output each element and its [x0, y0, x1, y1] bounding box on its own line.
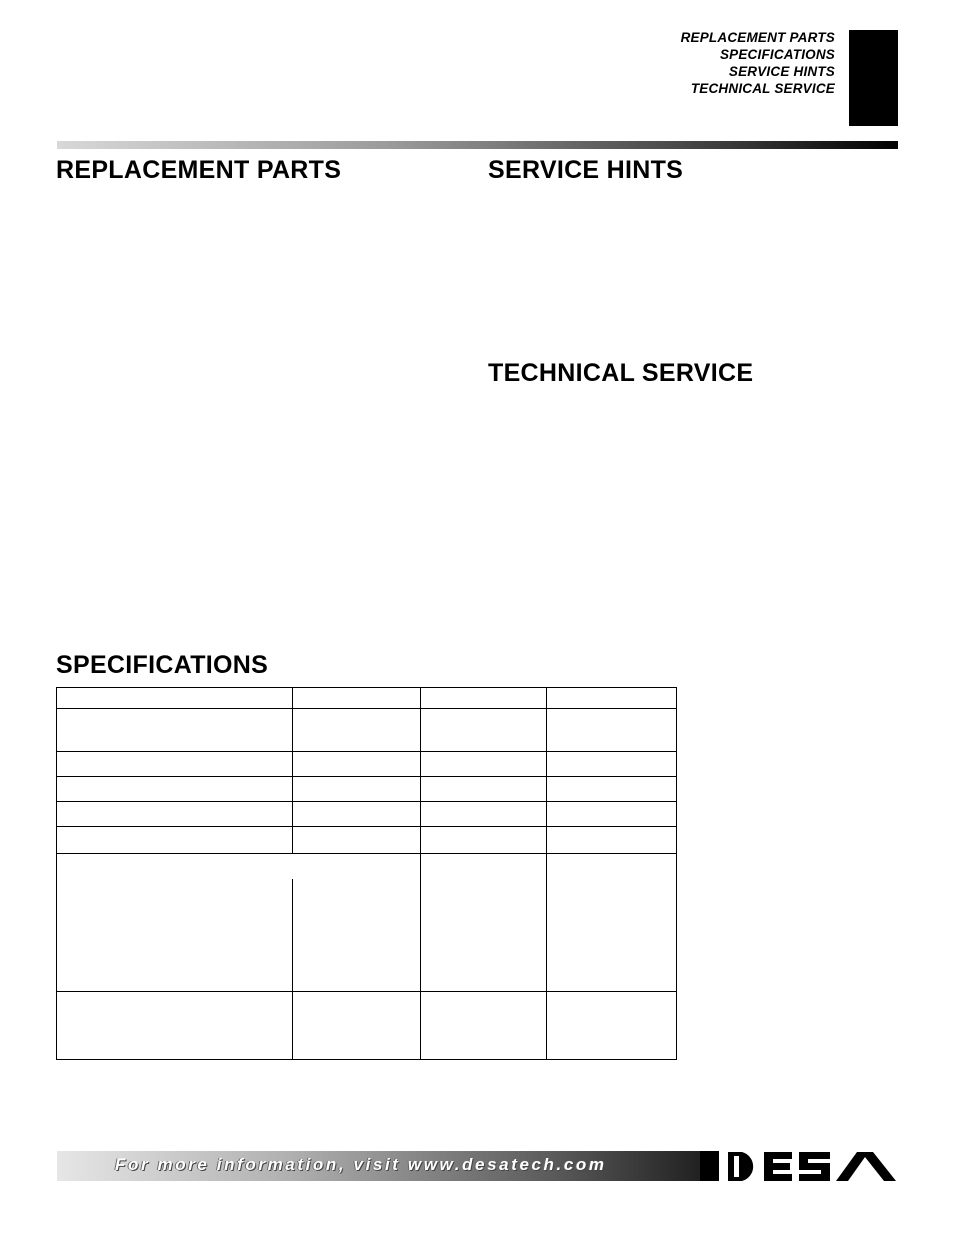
table-column-divider	[546, 688, 547, 1059]
section-index-item-service-hints: SERVICE HINTS	[728, 64, 835, 79]
table-row-divider	[57, 991, 676, 992]
service-hints-heading: SERVICE HINTS	[488, 156, 684, 184]
table-column-divider	[420, 688, 421, 1059]
specifications-table	[56, 687, 677, 1060]
replacement-parts-heading: REPLACEMENT PARTS	[56, 156, 342, 184]
section-index-item-specifications: SPECIFICATIONS	[719, 47, 835, 62]
table-row-divider	[57, 708, 676, 709]
section-tab-marker	[849, 30, 898, 126]
technical-service-heading: TECHNICAL SERVICE	[488, 359, 754, 387]
desa-logo	[726, 1150, 898, 1183]
table-row-divider	[57, 853, 676, 854]
table-column-divider	[292, 688, 293, 854]
section-index-item-replacement-parts: REPLACEMENT PARTS	[680, 30, 835, 45]
header-rule	[57, 141, 898, 149]
specifications-heading: SPECIFICATIONS	[56, 651, 269, 679]
table-row-divider	[57, 751, 676, 752]
table-row-divider	[57, 826, 676, 827]
section-index-item-technical-service: TECHNICAL SERVICE	[690, 81, 835, 96]
table-row-divider	[57, 776, 676, 777]
table-row-divider	[57, 801, 676, 802]
footer-bar-end	[700, 1151, 719, 1181]
footer-website-text: For more information, visit www.desatech.com	[115, 1155, 607, 1174]
table-column-divider	[292, 879, 293, 1059]
section-index	[681, 29, 835, 97]
